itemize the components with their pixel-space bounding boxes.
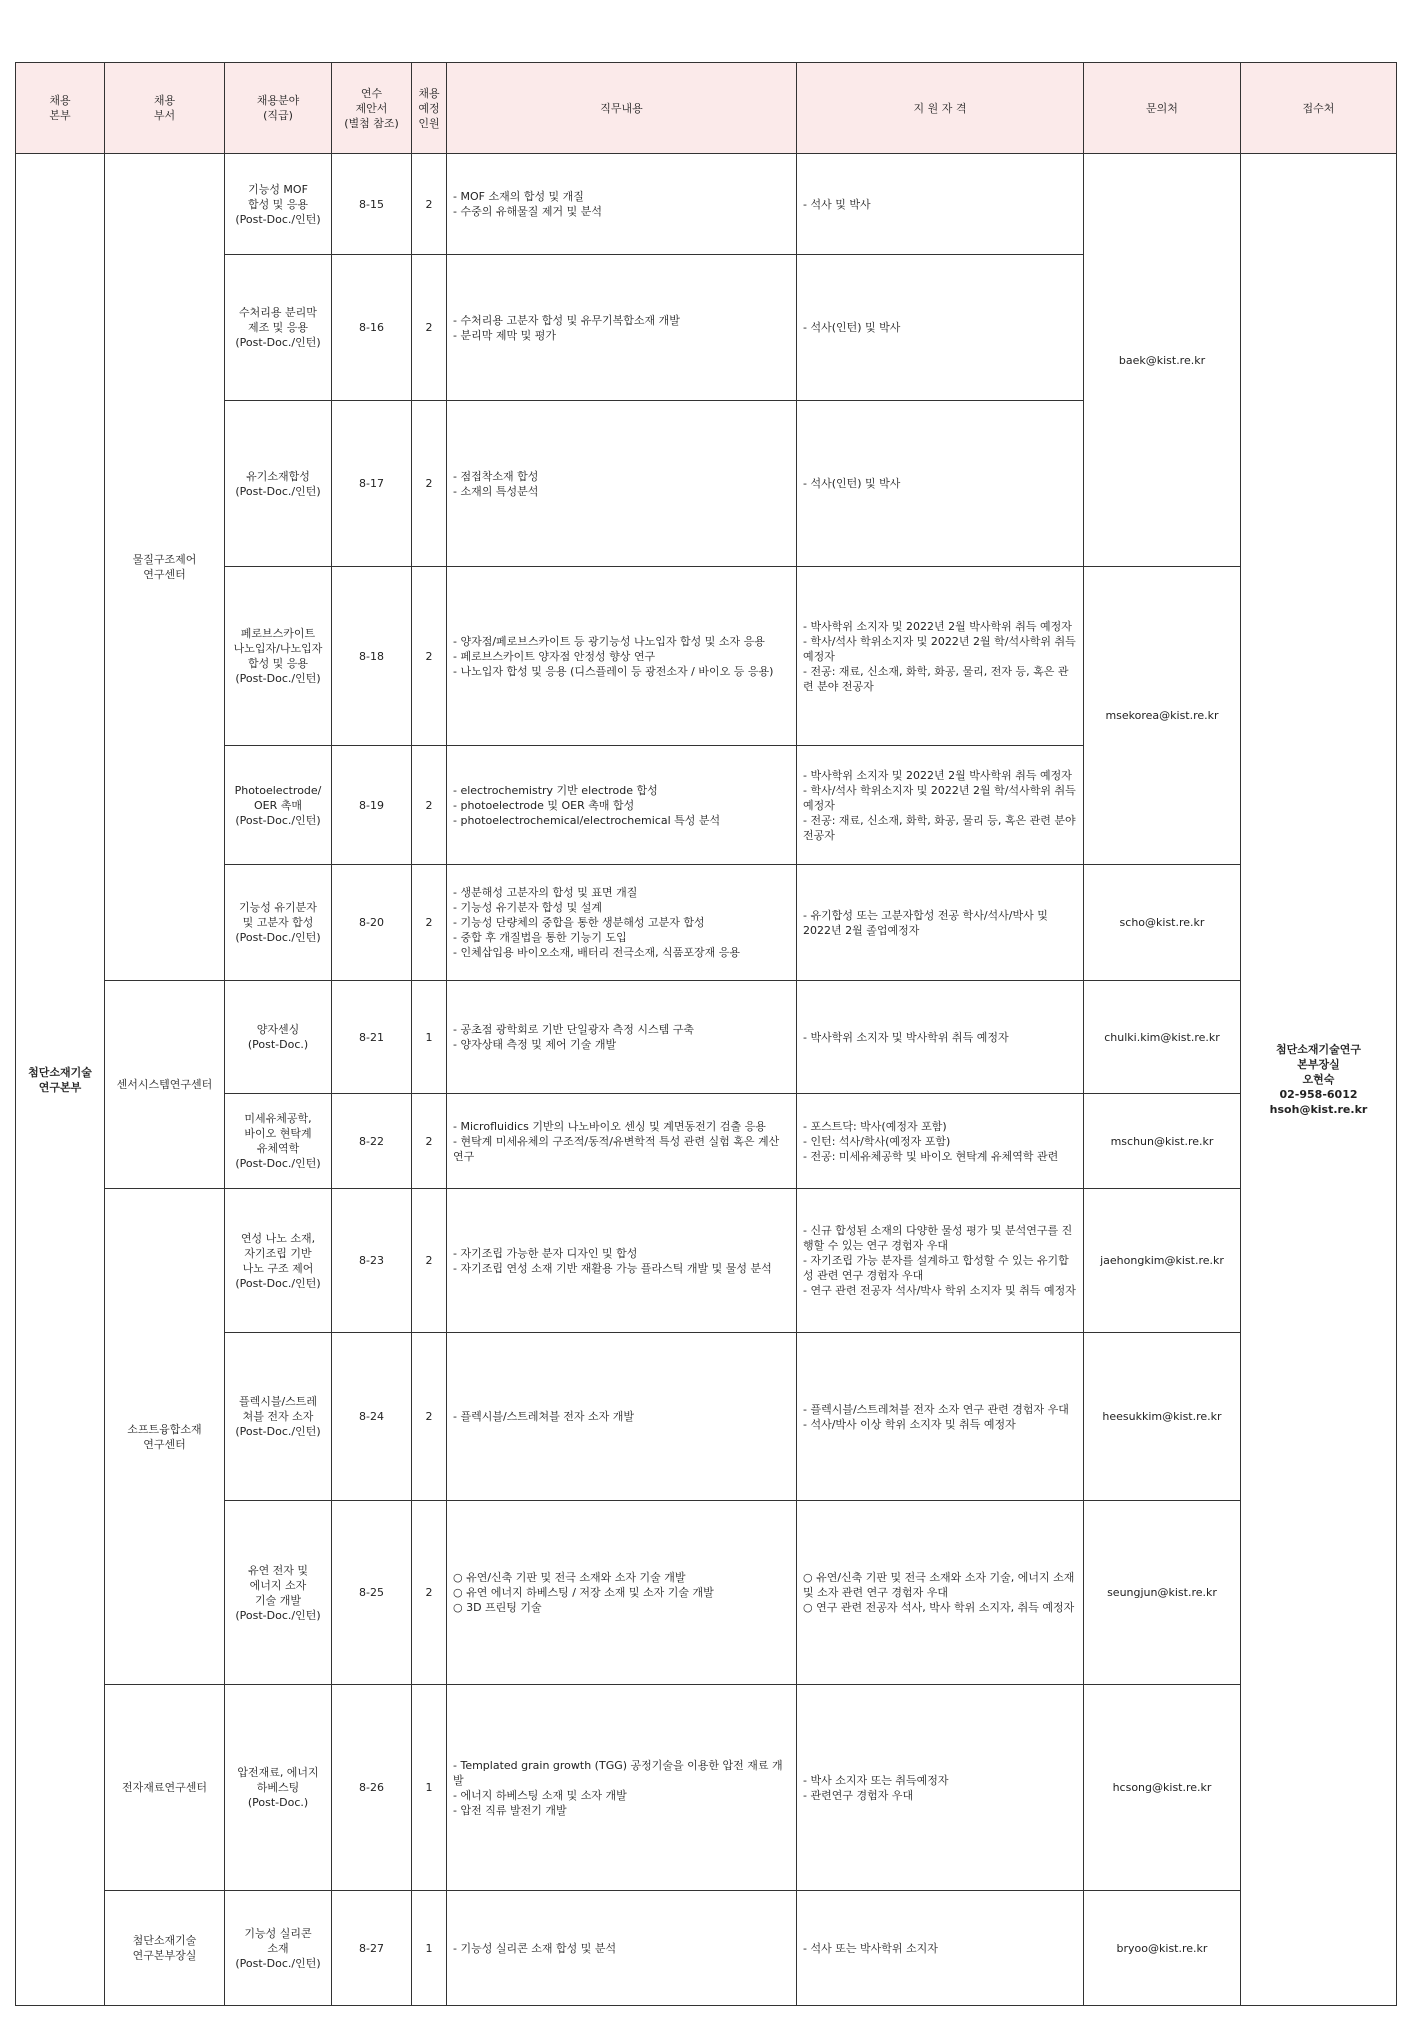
- proposal-code: 8-15: [332, 154, 412, 255]
- department-cell: 물질구조제어 연구센터: [105, 154, 225, 981]
- headcount-cell: 2: [412, 746, 447, 865]
- contact-cell: baek@kist.re.kr: [1084, 154, 1241, 567]
- contact-cell: hcsong@kist.re.kr: [1084, 1685, 1241, 1891]
- duties-cell: - 자기조립 가능한 분자 디자인 및 합성 - 자기조립 연성 소재 기반 재활용 가능 플라스틱 개발 및 물성 분석: [447, 1189, 797, 1333]
- qualifications-cell: - 박사학위 소지자 및 2022년 2월 박사학위 취득 예정자 - 학사/석사 학위소지자 및 2022년 2월 학/석사학위 취득 예정자 - 전공: 재료, 신소재, 화학, 화공, 물리, 전자 등, 혹은 관련 분야 전공자: [797, 567, 1084, 746]
- reception-cell: 첨단소재기술연구 본부장실 오현숙 02-958-6012 hsoh@kist.re.kr: [1241, 154, 1397, 2006]
- qualifications-cell: - 포스트닥: 박사(예정자 포함) - 인턴: 석사/학사(예정자 포함) - 전공: 미세유체공학 및 바이오 현탁계 유체역학 관련: [797, 1094, 1084, 1189]
- contact-cell: mschun@kist.re.kr: [1084, 1094, 1241, 1189]
- contact-cell: seungjun@kist.re.kr: [1084, 1501, 1241, 1685]
- headcount-cell: 2: [412, 1501, 447, 1685]
- field-cell: 기능성 유기분자 및 고분자 합성 (Post-Doc./인턴): [225, 865, 332, 981]
- headcount-cell: 2: [412, 1094, 447, 1189]
- contact-cell: jaehongkim@kist.re.kr: [1084, 1189, 1241, 1333]
- header-division: 채용 본부: [16, 63, 105, 154]
- qualifications-cell: - 신규 합성된 소재의 다양한 물성 평가 및 분석연구를 진행할 수 있는 연구 경험자 우대 - 자기조립 가능 분자를 설계하고 합성할 수 있는 유기합성 관련 연구 경험자 우대 - 연구 관련 전공자 석사/박사 학위 소지자 및 취득 예정자: [797, 1189, 1084, 1333]
- table-row: [16, 154, 1397, 255]
- field-cell: 연성 나노 소재, 자기조립 기반 나노 구조 제어 (Post-Doc./인턴): [225, 1189, 332, 1333]
- qualifications-cell: - 플렉시블/스트레쳐블 전자 소자 연구 관련 경험자 우대 - 석사/박사 이상 학위 소지자 및 취득 예정자: [797, 1333, 1084, 1501]
- headcount-cell: 2: [412, 1333, 447, 1501]
- department-cell: 소프트융합소재 연구센터: [105, 1189, 225, 1685]
- qualifications-cell: ○ 유연/신축 기판 및 전극 소재와 소자 기술, 에너지 소재 및 소자 관련 연구 경험자 우대 ○ 연구 관련 전공자 석사, 박사 학위 소지자, 취득 예정자: [797, 1501, 1084, 1685]
- headcount-cell: 1: [412, 981, 447, 1094]
- headcount-cell: 2: [412, 255, 447, 401]
- field-cell: 미세유체공학, 바이오 현탁계 유체역학 (Post-Doc./인턴): [225, 1094, 332, 1189]
- recruitment-table-document: [15, 62, 1396, 2006]
- qualifications-cell: - 박사학위 소지자 및 2022년 2월 박사학위 취득 예정자 - 학사/석사 학위소지자 및 2022년 2월 학/석사학위 취득 예정자 - 전공: 재료, 신소재, 화학, 화공, 물리 등, 혹은 관련 분야 전공자: [797, 746, 1084, 865]
- duties-cell: - 공초점 광학회로 기반 단일광자 측정 시스템 구축 - 양자상태 측정 및 제어 기술 개발: [447, 981, 797, 1094]
- department-cell: 센서시스템연구센터: [105, 981, 225, 1189]
- field-cell: 기능성 MOF 합성 및 응용 (Post-Doc./인턴): [225, 154, 332, 255]
- header-department: 채용 부서: [105, 63, 225, 154]
- header-row: [16, 63, 1397, 154]
- qualifications-cell: - 석사(인턴) 및 박사: [797, 255, 1084, 401]
- headcount-cell: 1: [412, 1891, 447, 2006]
- field-cell: Photoelectrode/ OER 촉매 (Post-Doc./인턴): [225, 746, 332, 865]
- duties-cell: - MOF 소재의 합성 및 개질 - 수중의 유해물질 제거 및 분석: [447, 154, 797, 255]
- proposal-code: 8-17: [332, 401, 412, 567]
- contact-cell: scho@kist.re.kr: [1084, 865, 1241, 981]
- field-cell: 페로브스카이트 나노입자/나노입자 합성 및 응용 (Post-Doc./인턴): [225, 567, 332, 746]
- duties-cell: - 생분해성 고분자의 합성 및 표면 개질 - 기능성 유기분자 합성 및 설계 - 기능성 단량체의 중합을 통한 생분해성 고분자 합성 - 중합 후 개질법을 통한 기능기 도입 - 인체삽입용 바이오소재, 배터리 전극소재, 식품포장재 응용: [447, 865, 797, 981]
- proposal-code: 8-24: [332, 1333, 412, 1501]
- qualifications-cell: - 유기합성 또는 고분자합성 전공 학사/석사/박사 및 2022년 2월 졸업예정자: [797, 865, 1084, 981]
- duties-cell: - 수처리용 고분자 합성 및 유무기복합소재 개발 - 분리막 제막 및 평가: [447, 255, 797, 401]
- recruitment-table: [15, 62, 1397, 2006]
- department-cell: 전자재료연구센터: [105, 1685, 225, 1891]
- header-duties: 직무내용: [447, 63, 797, 154]
- proposal-code: 8-27: [332, 1891, 412, 2006]
- field-cell: 유연 전자 및 에너지 소자 기술 개발 (Post-Doc./인턴): [225, 1501, 332, 1685]
- proposal-code: 8-26: [332, 1685, 412, 1891]
- contact-cell: chulki.kim@kist.re.kr: [1084, 981, 1241, 1094]
- headcount-cell: 2: [412, 401, 447, 567]
- proposal-code: 8-16: [332, 255, 412, 401]
- field-cell: 양자센싱 (Post-Doc.): [225, 981, 332, 1094]
- header-field: 채용분야 (직급): [225, 63, 332, 154]
- duties-cell: - electrochemistry 기반 electrode 합성 - photoelectrode 및 OER 촉매 합성 - photoelectrochemical/electrochemical 특성 분석: [447, 746, 797, 865]
- contact-cell: msekorea@kist.re.kr: [1084, 567, 1241, 865]
- header-qualifications: 지 원 자 격: [797, 63, 1084, 154]
- headcount-cell: 2: [412, 154, 447, 255]
- field-cell: 유기소재합성 (Post-Doc./인턴): [225, 401, 332, 567]
- proposal-code: 8-18: [332, 567, 412, 746]
- table-row: [16, 1189, 1397, 1333]
- proposal-code: 8-19: [332, 746, 412, 865]
- duties-cell: - 점접착소재 합성 - 소재의 특성분석: [447, 401, 797, 567]
- field-cell: 플렉시블/스트레 쳐블 전자 소자 (Post-Doc./인턴): [225, 1333, 332, 1501]
- contact-cell: heesukkim@kist.re.kr: [1084, 1333, 1241, 1501]
- qualifications-cell: - 석사 및 박사: [797, 154, 1084, 255]
- proposal-code: 8-22: [332, 1094, 412, 1189]
- proposal-code: 8-20: [332, 865, 412, 981]
- field-cell: 수처리용 분리막 제조 및 응용 (Post-Doc./인턴): [225, 255, 332, 401]
- headcount-cell: 1: [412, 1685, 447, 1891]
- table-row: [16, 981, 1397, 1094]
- header-headcount: 채용 예정 인원: [412, 63, 447, 154]
- qualifications-cell: - 석사 또는 박사학위 소지자: [797, 1891, 1084, 2006]
- duties-cell: - Templated grain growth (TGG) 공정기술을 이용한 압전 재료 개발 - 에너지 하베스팅 소재 및 소자 개발 - 압전 직류 발전기 개발: [447, 1685, 797, 1891]
- qualifications-cell: - 석사(인턴) 및 박사: [797, 401, 1084, 567]
- duties-cell: - Microfluidics 기반의 나노바이오 센싱 및 계면동전기 검출 응용 - 현탁계 미세유체의 구조적/동적/유변학적 특성 관련 실험 혹은 계산 연구: [447, 1094, 797, 1189]
- duties-cell: - 양자점/페로브스카이트 등 광기능성 나노입자 합성 및 소자 응용 - 페로브스카이트 양자점 안정성 향상 연구 - 나노입자 합성 및 응용 (디스플레이 등 광전소자 / 바이오 등 응용): [447, 567, 797, 746]
- duties-cell: - 플렉시블/스트레쳐블 전자 소자 개발: [447, 1333, 797, 1501]
- proposal-code: 8-25: [332, 1501, 412, 1685]
- field-cell: 기능성 실리콘 소재 (Post-Doc./인턴): [225, 1891, 332, 2006]
- field-cell: 압전재료, 에너지 하베스팅 (Post-Doc.): [225, 1685, 332, 1891]
- duties-cell: ○ 유연/신축 기판 및 전극 소재와 소자 기술 개발 ○ 유연 에너지 하베스팅 / 저장 소재 및 소자 기술 개발 ○ 3D 프린팅 기술: [447, 1501, 797, 1685]
- qualifications-cell: - 박사학위 소지자 및 박사학위 취득 예정자: [797, 981, 1084, 1094]
- headcount-cell: 2: [412, 865, 447, 981]
- qualifications-cell: - 박사 소지자 또는 취득예정자 - 관련연구 경험자 우대: [797, 1685, 1084, 1891]
- table-row: [16, 1685, 1397, 1891]
- table-row: [16, 1891, 1397, 2006]
- header-proposal: 연수 제안서 (별첨 참조): [332, 63, 412, 154]
- division-cell: 첨단소재기술 연구본부: [16, 154, 105, 2006]
- headcount-cell: 2: [412, 1189, 447, 1333]
- header-contact: 문의처: [1084, 63, 1241, 154]
- department-cell: 첨단소재기술 연구본부장실: [105, 1891, 225, 2006]
- header-reception: 접수처: [1241, 63, 1397, 154]
- duties-cell: - 기능성 실리콘 소재 합성 및 분석: [447, 1891, 797, 2006]
- proposal-code: 8-21: [332, 981, 412, 1094]
- contact-cell: bryoo@kist.re.kr: [1084, 1891, 1241, 2006]
- proposal-code: 8-23: [332, 1189, 412, 1333]
- headcount-cell: 2: [412, 567, 447, 746]
